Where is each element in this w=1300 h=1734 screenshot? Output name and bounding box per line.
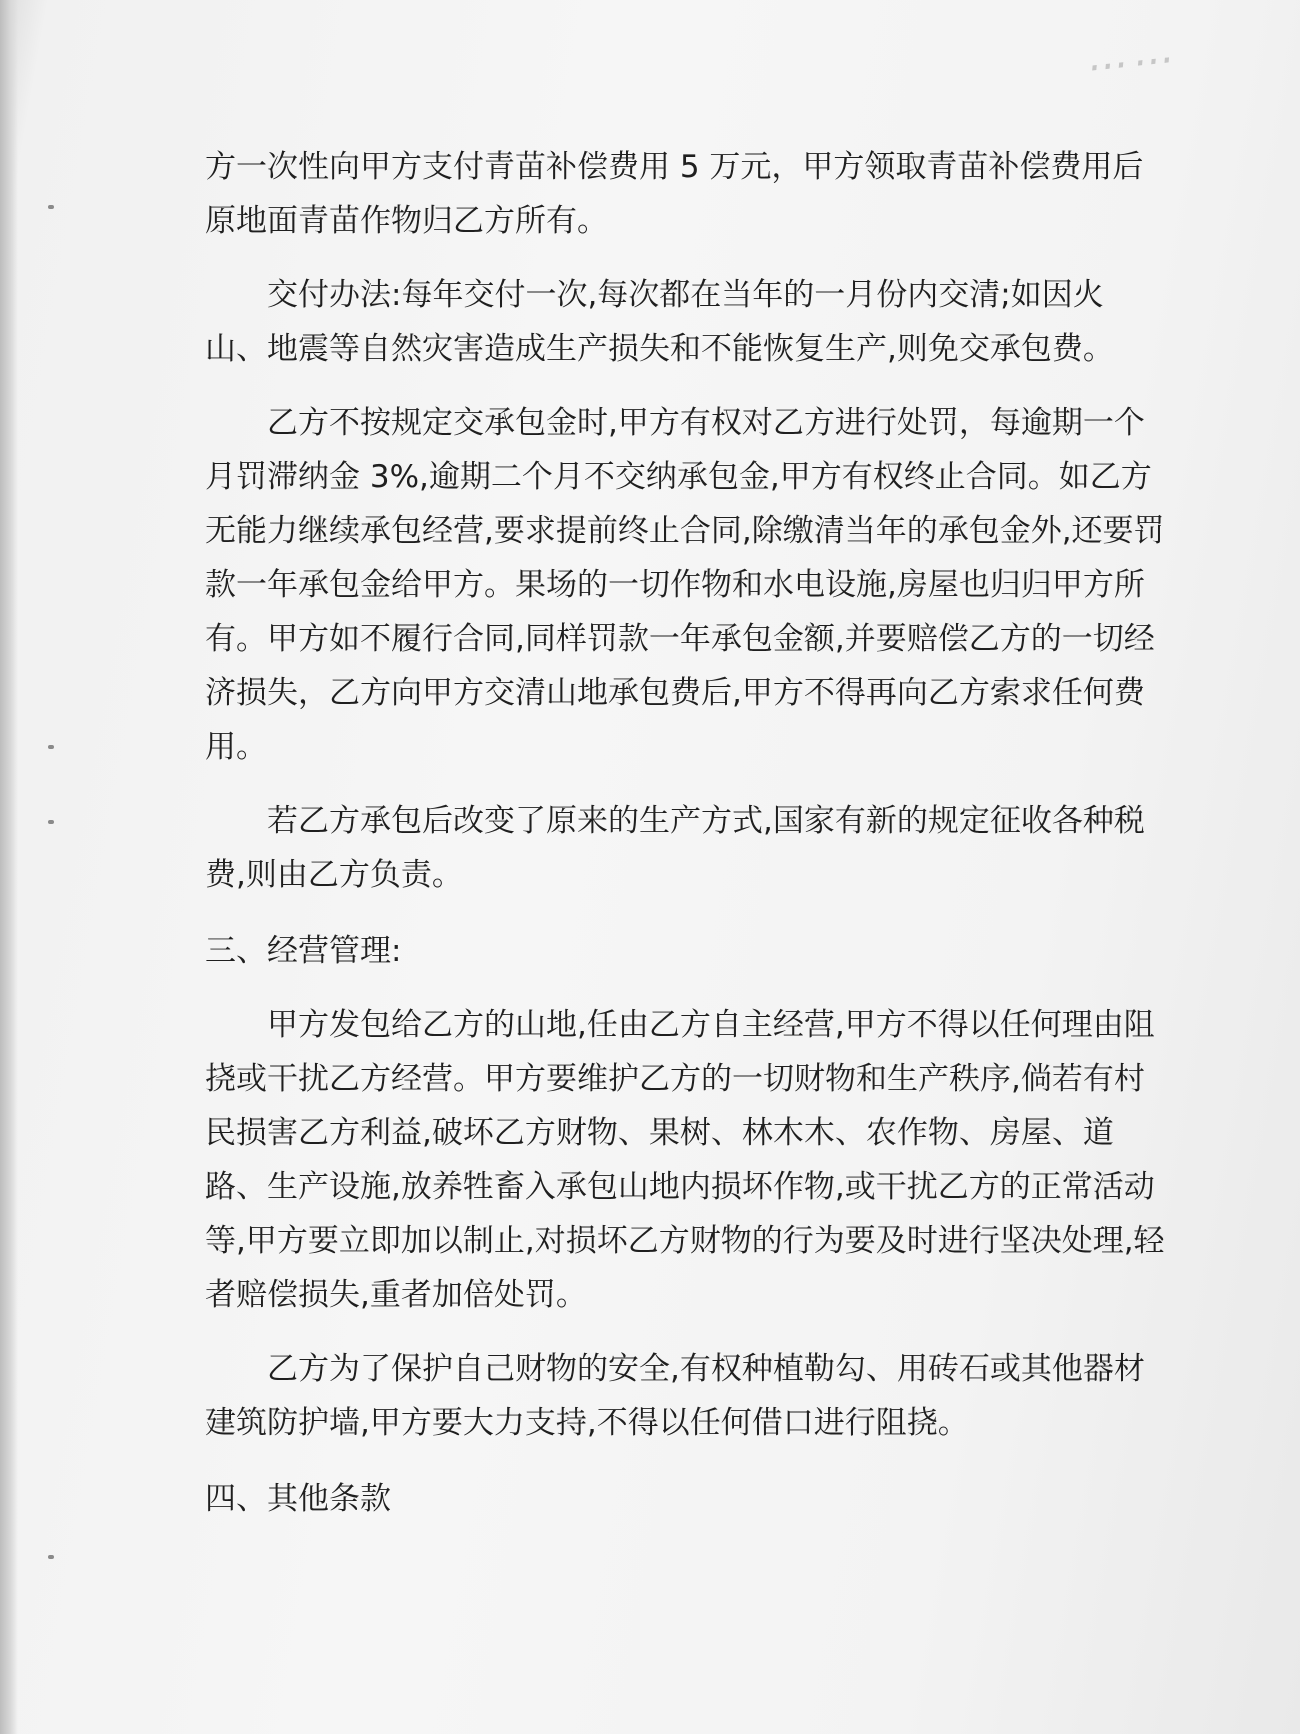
document-body bbox=[205, 140, 1165, 1526]
margin-handwriting: …… bbox=[1085, 25, 1183, 81]
paragraph-taxes: 若乙方承包后改变了原来的生产方式,国家有新的规定征收各种税费,则由乙方负责。 bbox=[205, 803, 1145, 893]
paragraph-management: 甲方发包给乙方的山地,任由乙方自主经营,甲方不得以任何理由阻挠或干扰乙方经营。甲方要维护乙方的一切财物和生产秩序,倘若有村民损害乙方利益,破坏乙方财物、果树、林木木、农作物、房屋、道路、生产设施,放养牲畜入承包山地内损坏作物,或干扰乙方的正常活动等,甲方要立即加以制止,对损坏乙方财物的行为要及时进行坚决处理,轻者赔偿损失,重者加倍处罚。 bbox=[205, 1007, 1165, 1313]
punch-mark bbox=[48, 820, 54, 824]
page-edge-shadow bbox=[0, 0, 18, 1734]
paragraph-payment-method: 交付办法:每年交付一次,每次都在当年的一月份内交清;如因火山、地震等自然灾害造成生产损失和不能恢复生产,则免交承包费。 bbox=[205, 277, 1114, 367]
paragraph-penalty: 乙方不按规定交承包金时,甲方有权对乙方进行处罚，每逾期一个月罚滞纳金 3%,逾期二个月不交纳承包金,甲方有权终止合同。如乙方无能力继续承包经营,要求提前终止合同,除缴清当年的承包金外,还要罚款一年承包金给甲方。果场的一切作物和水电设施,房屋也归归甲方所有。甲方如不履行合同,同样罚款一年承包金额,并要赔偿乙方的一切经济损失，乙方向甲方交清山地承包费后,甲方不得再向乙方索求任何费用。 bbox=[205, 405, 1165, 765]
paragraph-compensation: 方一次性向甲方支付青苗补偿费用 5 万元，甲方领取青苗补偿费用后原地面青苗作物归乙方所有。 bbox=[205, 149, 1144, 239]
paragraph-protection: 乙方为了保护自己财物的安全,有权种植勒勾、用砖石或其他器材建筑防护墙,甲方要大力支持,不得以任何借口进行阻挠。 bbox=[205, 1351, 1145, 1441]
punch-mark bbox=[48, 1555, 54, 1559]
section-3-heading: 三、经营管理: bbox=[205, 933, 402, 969]
punch-mark bbox=[48, 205, 54, 209]
punch-mark bbox=[48, 745, 54, 749]
section-4-heading: 四、其他条款 bbox=[205, 1481, 391, 1517]
